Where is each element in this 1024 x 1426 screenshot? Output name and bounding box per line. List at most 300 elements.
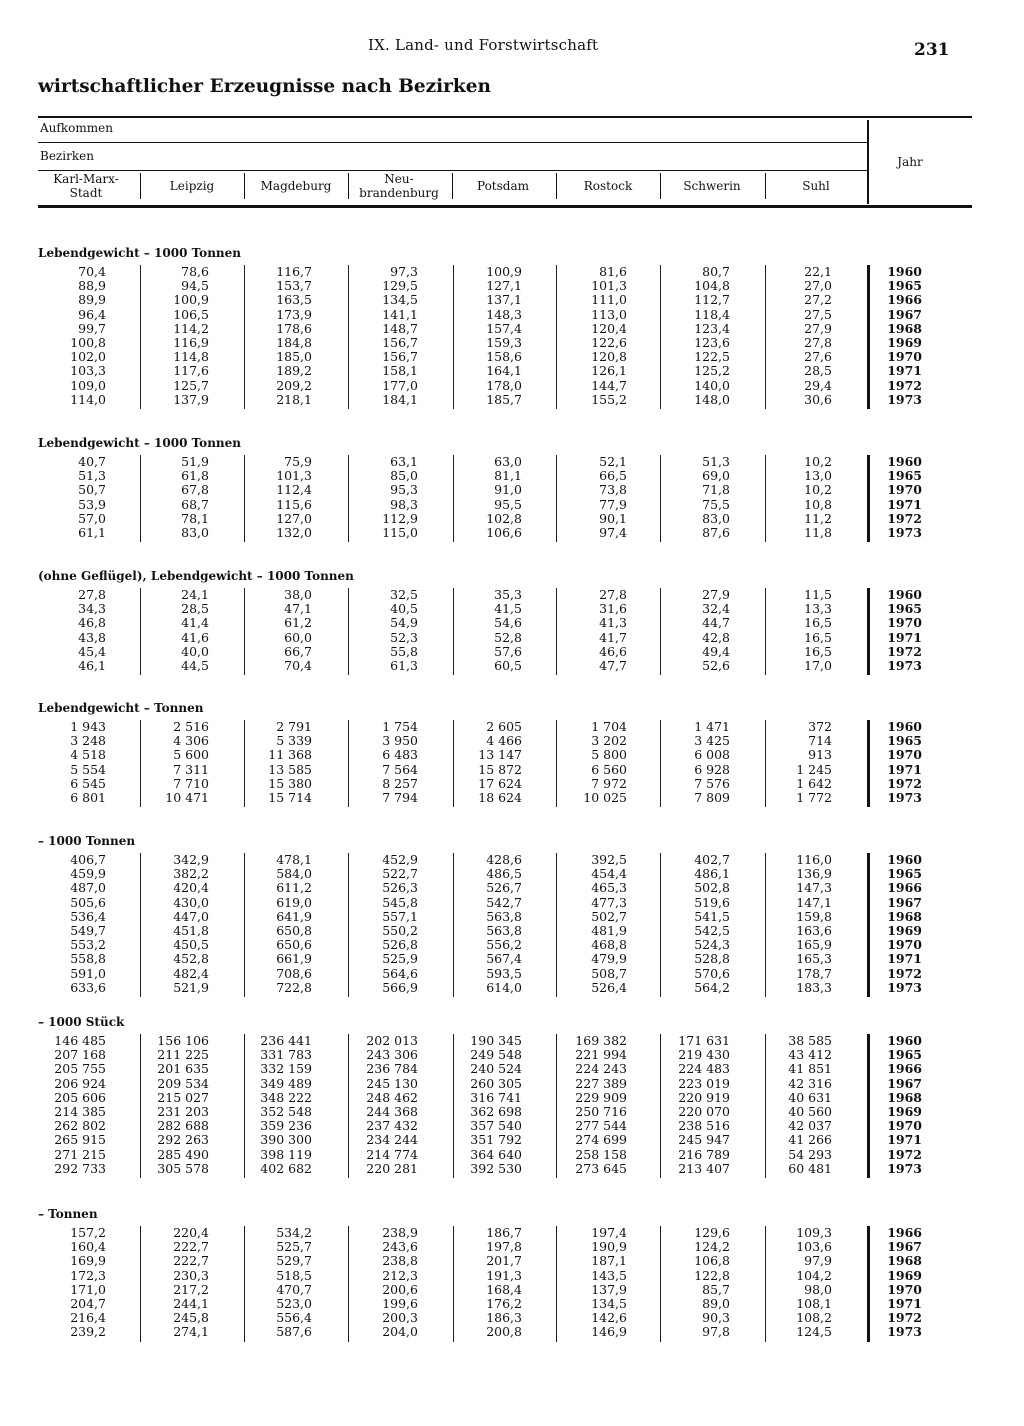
table-cell: 184,1 [382,391,418,407]
year-cell: 1970 [887,482,922,498]
table-row [0,659,1024,673]
table-cell: 27,5 [804,306,832,322]
table-cell: 24,1 [181,587,209,602]
section-title: – 1000 Tonnen [38,834,136,848]
table-cell: 238,9 [382,1225,418,1240]
table-cell: 262 802 [54,1118,106,1134]
table-cell: 4 518 [70,747,106,763]
year-cell: 1968 [887,908,922,924]
year-cell: 1972 [887,510,922,526]
table-row [0,981,1024,995]
year-cell: 1973 [887,1160,922,1176]
table-cell: 482,4 [173,965,209,981]
table-cell: 63,1 [390,454,418,469]
year-cell: 1973 [887,391,922,407]
table-row [0,293,1024,307]
table-cell: 27,8 [599,587,627,602]
table-cell: 271 215 [54,1146,106,1162]
table-cell: 67,8 [181,482,209,498]
table-cell: 116,0 [796,852,832,867]
table-cell: 183,3 [796,979,832,995]
column-header-line: brandenburg [359,186,439,200]
table-cell: 231 203 [157,1104,209,1119]
table-row [0,265,1024,279]
table-cell: 331 783 [260,1047,312,1063]
table-cell: 913 [808,747,832,763]
table-cell: 10 471 [165,790,209,805]
table-row [0,1062,1024,1076]
table-cell: 220 070 [678,1104,730,1119]
table-cell: 125,2 [694,363,730,379]
table-cell: 722,8 [276,979,312,995]
table-row [0,763,1024,777]
table-cell: 147,3 [796,880,832,896]
table-cell: 218,1 [276,391,312,407]
table-cell: 214 385 [54,1104,106,1119]
table-cell: 481,9 [591,923,627,938]
year-cell: 1970 [887,1281,922,1297]
table-row [0,1226,1024,1240]
table-row [0,616,1024,630]
year-cell: 1960 [887,719,922,734]
table-cell: 22,1 [804,264,832,279]
table-row [0,1119,1024,1133]
table-cell: 529,7 [276,1253,312,1269]
table-cell: 60,5 [494,658,522,673]
table-cell: 521,9 [173,979,209,995]
table-cell: 45,4 [78,643,106,659]
table-cell: 54,6 [494,615,522,631]
table-row [0,308,1024,322]
table-row [0,512,1024,526]
table-cell: 53,9 [78,496,106,512]
table-cell: 593,5 [486,965,522,981]
table-cell: 15 872 [478,761,522,777]
table-row [0,1297,1024,1311]
column-header-separator [140,173,141,199]
table-cell: 116,9 [173,335,209,350]
table-cell: 277 544 [575,1118,627,1134]
table-cell: 526,8 [382,937,418,953]
year-cell: 1973 [887,525,922,540]
table-cell: 197,4 [591,1225,627,1240]
table-cell: 66,5 [599,468,627,484]
table-cell: 61,3 [390,658,418,673]
table-row [0,1091,1024,1105]
table-cell: 201,7 [486,1253,522,1269]
table-cell: 90,1 [599,510,627,526]
section-title: Lebendgewicht – 1000 Tonnen [38,246,241,260]
table-cell: 61,2 [284,615,312,631]
table-row [0,1254,1024,1268]
table-cell: 650,8 [276,923,312,938]
table-row [0,588,1024,602]
running-head: IX. Land- und Forstwirtschaft [368,36,599,54]
year-cell: 1968 [887,1253,922,1269]
table-cell: 224 243 [575,1061,627,1077]
table-cell: 402 682 [260,1160,312,1176]
table-cell: 220,4 [173,1225,209,1240]
table-cell: 450,5 [173,937,209,953]
table-cell: 172,3 [70,1267,106,1283]
table-cell: 3 950 [382,733,418,749]
table-cell: 163,6 [796,923,832,938]
table-cell: 237 432 [366,1118,418,1134]
year-cell: 1970 [887,349,922,365]
table-cell: 526,7 [486,880,522,896]
table-cell: 240 524 [470,1061,522,1077]
table-cell: 534,2 [276,1225,312,1240]
table-cell: 502,8 [694,880,730,896]
year-cell: 1965 [887,733,922,749]
table-cell: 392 530 [470,1160,522,1176]
table-cell: 80,7 [702,264,730,279]
table-cell: 114,2 [173,320,209,336]
table-cell: 216 789 [678,1146,730,1162]
table-cell: 486,1 [694,866,730,882]
table-cell: 230,3 [173,1267,209,1283]
table-cell: 478,1 [276,852,312,867]
column-header [558,179,658,193]
table-cell: 32,4 [702,601,730,617]
table-cell: 430,0 [173,894,209,910]
table-cell: 178,0 [486,377,522,393]
table-cell: 156,7 [382,349,418,365]
table-cell: 519,6 [694,894,730,910]
year-cell: 1966 [887,1225,922,1240]
table-cell: 244 368 [366,1104,418,1119]
table-cell: 168,4 [486,1281,522,1297]
table-row [0,350,1024,364]
table-cell: 708,6 [276,965,312,981]
table-cell: 549,7 [70,923,106,938]
table-cell: 132,0 [276,525,312,540]
table-cell: 148,3 [486,306,522,322]
table-cell: 526,4 [591,979,627,995]
table-cell: 220 919 [678,1089,730,1105]
table-cell: 553,2 [70,937,106,953]
table-cell: 163,5 [276,292,312,308]
table-cell: 545,8 [382,894,418,910]
table-cell: 137,9 [173,391,209,407]
table-cell: 34,3 [78,601,106,617]
table-row [0,924,1024,938]
table-cell: 159,8 [796,908,832,924]
table-cell: 97,3 [390,264,418,279]
table-cell: 69,0 [702,468,730,484]
table-cell: 178,7 [796,965,832,981]
table-cell: 11 368 [268,747,312,763]
year-cell: 1971 [887,629,922,645]
column-header [246,179,346,193]
column-header-separator [244,173,245,199]
table-cell: 27,8 [804,335,832,350]
table-cell: 563,8 [486,923,522,938]
table-cell: 200,3 [382,1310,418,1326]
table-cell: 525,7 [276,1239,312,1255]
table-cell: 204,7 [70,1296,106,1311]
table-cell: 16,5 [804,615,832,631]
table-row [0,1034,1024,1048]
table-cell: 89,0 [702,1296,730,1311]
table-cell: 1 754 [382,719,418,734]
column-header-line: Potsdam [476,179,529,193]
header-group-label: Aufkommen [40,121,113,135]
table-cell: 153,7 [276,278,312,294]
table-cell: 49,4 [702,643,730,659]
table-cell: 18 624 [478,790,522,805]
table-row [0,967,1024,981]
table-cell: 109,3 [796,1225,832,1240]
table-cell: 243,6 [382,1239,418,1255]
table-cell: 27,9 [702,587,730,602]
table-row [0,791,1024,805]
table-cell: 541,5 [694,908,730,924]
table-cell: 556,2 [486,937,522,953]
table-cell: 402,7 [694,852,730,867]
table-cell: 452,8 [173,951,209,967]
table-cell: 52,6 [702,658,730,673]
table-cell: 5 600 [173,747,209,763]
table-cell: 94,5 [181,278,209,294]
table-cell: 97,4 [599,525,627,540]
table-cell: 352 548 [260,1104,312,1119]
table-cell: 591,0 [70,965,106,981]
table-cell: 88,9 [78,278,106,294]
table-cell: 16,5 [804,629,832,645]
table-row [0,1162,1024,1176]
table-cell: 6 008 [694,747,730,763]
table-cell: 1 943 [70,719,106,734]
table-cell: 177,0 [382,377,418,393]
table-row [0,748,1024,762]
table-cell: 17 624 [478,775,522,791]
table-cell: 3 248 [70,733,106,749]
table-cell: 137,9 [591,1281,627,1297]
table-cell: 382,2 [173,866,209,882]
table-cell: 66,7 [284,643,312,659]
table-cell: 292 733 [54,1160,106,1176]
year-cell: 1969 [887,335,922,350]
table-cell: 155,2 [591,391,627,407]
table-cell: 207 168 [54,1047,106,1063]
table-row [0,1311,1024,1325]
table-cell: 364 640 [470,1146,522,1162]
table-cell: 112,7 [694,292,730,308]
table-cell: 98,3 [390,496,418,512]
table-cell: 104,8 [694,278,730,294]
table-row [0,645,1024,659]
table-cell: 234 244 [366,1132,418,1148]
table-cell: 522,7 [382,866,418,882]
table-row [0,1105,1024,1119]
table-cell: 44,7 [702,615,730,631]
table-cell: 4 466 [486,733,522,749]
table-row [0,910,1024,924]
table-cell: 44,5 [181,658,209,673]
table-row [0,1325,1024,1339]
year-cell: 1969 [887,1104,922,1119]
table-cell: 542,7 [486,894,522,910]
table-cell: 451,8 [173,923,209,938]
table-cell: 125,7 [173,377,209,393]
table-cell: 13,3 [804,601,832,617]
table-cell: 41,5 [494,601,522,617]
table-cell: 123,6 [694,335,730,350]
table-row [0,952,1024,966]
year-cell: 1960 [887,454,922,469]
table-cell: 550,2 [382,923,418,938]
table-cell: 5 800 [591,747,627,763]
table-cell: 398 119 [260,1146,312,1162]
table-cell: 157,2 [70,1225,106,1240]
table-cell: 1 471 [694,719,730,734]
year-cell: 1972 [887,1310,922,1326]
table-cell: 564,2 [694,979,730,995]
table-cell: 248 462 [366,1089,418,1105]
table-cell: 129,5 [382,278,418,294]
table-row [0,279,1024,293]
table-cell: 126,1 [591,363,627,379]
table-cell: 35,3 [494,587,522,602]
table-cell: 204,0 [382,1324,418,1340]
table-cell: 50,7 [78,482,106,498]
table-cell: 95,5 [494,496,522,512]
table-cell: 47,1 [284,601,312,617]
table-cell: 156 106 [157,1033,209,1048]
table-cell: 200,6 [382,1281,418,1297]
table-cell: 17,0 [804,658,832,673]
table-cell: 523,0 [276,1296,312,1311]
table-cell: 104,2 [796,1267,832,1283]
table-cell: 95,3 [390,482,418,498]
table-row [0,720,1024,734]
table-cell: 83,0 [702,510,730,526]
table-cell: 103,6 [796,1239,832,1255]
year-cell: 1965 [887,1047,922,1063]
table-cell: 633,6 [70,979,106,995]
table-cell: 42,8 [702,629,730,645]
table-cell: 185,7 [486,391,522,407]
table-row [0,896,1024,910]
section-title: – 1000 Stück [38,1015,125,1029]
year-column-rule [867,120,869,204]
table-cell: 158,1 [382,363,418,379]
table-cell: 452,9 [382,852,418,867]
table-cell: 222,7 [173,1239,209,1255]
table-cell: 567,4 [486,951,522,967]
table-cell: 98,0 [804,1281,832,1297]
table-row [0,1269,1024,1283]
year-cell: 1966 [887,292,922,308]
column-header [142,179,242,193]
table-top-rule [38,116,972,118]
table-cell: 15 380 [268,775,312,791]
table-cell: 46,8 [78,615,106,631]
table-cell: 63,0 [494,454,522,469]
table-cell: 5 554 [70,761,106,777]
table-cell: 124,2 [694,1239,730,1255]
table-cell: 143,5 [591,1267,627,1283]
table-cell: 447,0 [173,908,209,924]
table-cell: 6 483 [382,747,418,763]
table-row [0,1048,1024,1062]
table-cell: 611,2 [276,880,312,896]
table-cell: 30,6 [804,391,832,407]
table-cell: 477,3 [591,894,627,910]
year-cell: 1965 [887,278,922,294]
table-cell: 190 345 [470,1033,522,1048]
table-cell: 52,1 [599,454,627,469]
table-cell: 11,5 [804,587,832,602]
year-cell: 1972 [887,377,922,393]
table-cell: 40,0 [181,643,209,659]
table-cell: 6 560 [591,761,627,777]
table-cell: 191,3 [486,1267,522,1283]
table-cell: 46,6 [599,643,627,659]
table-cell: 41,3 [599,615,627,631]
table-cell: 102,8 [486,510,522,526]
table-cell: 122,8 [694,1267,730,1283]
table-cell: 7 972 [591,775,627,791]
table-row [0,336,1024,350]
table-cell: 201 635 [157,1061,209,1077]
table-cell: 216,4 [70,1310,106,1326]
table-cell: 219 430 [678,1047,730,1063]
table-cell: 556,4 [276,1310,312,1326]
table-cell: 212,3 [382,1267,418,1283]
year-cell: 1973 [887,658,922,673]
table-cell: 41,7 [599,629,627,645]
column-header [36,172,136,200]
table-cell: 406,7 [70,852,106,867]
column-header-line: Schwerin [683,179,741,193]
table-cell: 258 158 [575,1146,627,1162]
table-cell: 136,9 [796,866,832,882]
table-cell: 206 924 [54,1075,106,1091]
table-cell: 75,9 [284,454,312,469]
year-cell: 1972 [887,1146,922,1162]
table-cell: 100,8 [70,335,106,350]
table-cell: 169 382 [575,1033,627,1048]
table-row [0,322,1024,336]
year-cell: 1971 [887,1132,922,1148]
table-cell: 650,6 [276,937,312,953]
table-cell: 127,0 [276,510,312,526]
table-cell: 245,8 [173,1310,209,1326]
table-cell: 468,8 [591,937,627,953]
table-cell: 10,2 [804,482,832,498]
table-cell: 97,8 [702,1324,730,1340]
table-cell: 165,9 [796,937,832,953]
table-cell: 46,1 [78,658,106,673]
table-cell: 564,6 [382,965,418,981]
table-cell: 61,1 [78,525,106,540]
table-row [0,498,1024,512]
year-cell: 1960 [887,264,922,279]
table-cell: 87,6 [702,525,730,540]
table-cell: 505,6 [70,894,106,910]
table-cell: 52,3 [390,629,418,645]
table-cell: 83,0 [181,525,209,540]
table-cell: 117,6 [173,363,209,379]
table-cell: 486,5 [486,866,522,882]
table-cell: 229 909 [575,1089,627,1105]
header-subgroup-label: Bezirken [40,149,94,163]
table-cell: 99,7 [78,320,106,336]
year-cell: 1966 [887,880,922,896]
table-cell: 305 578 [157,1160,209,1176]
